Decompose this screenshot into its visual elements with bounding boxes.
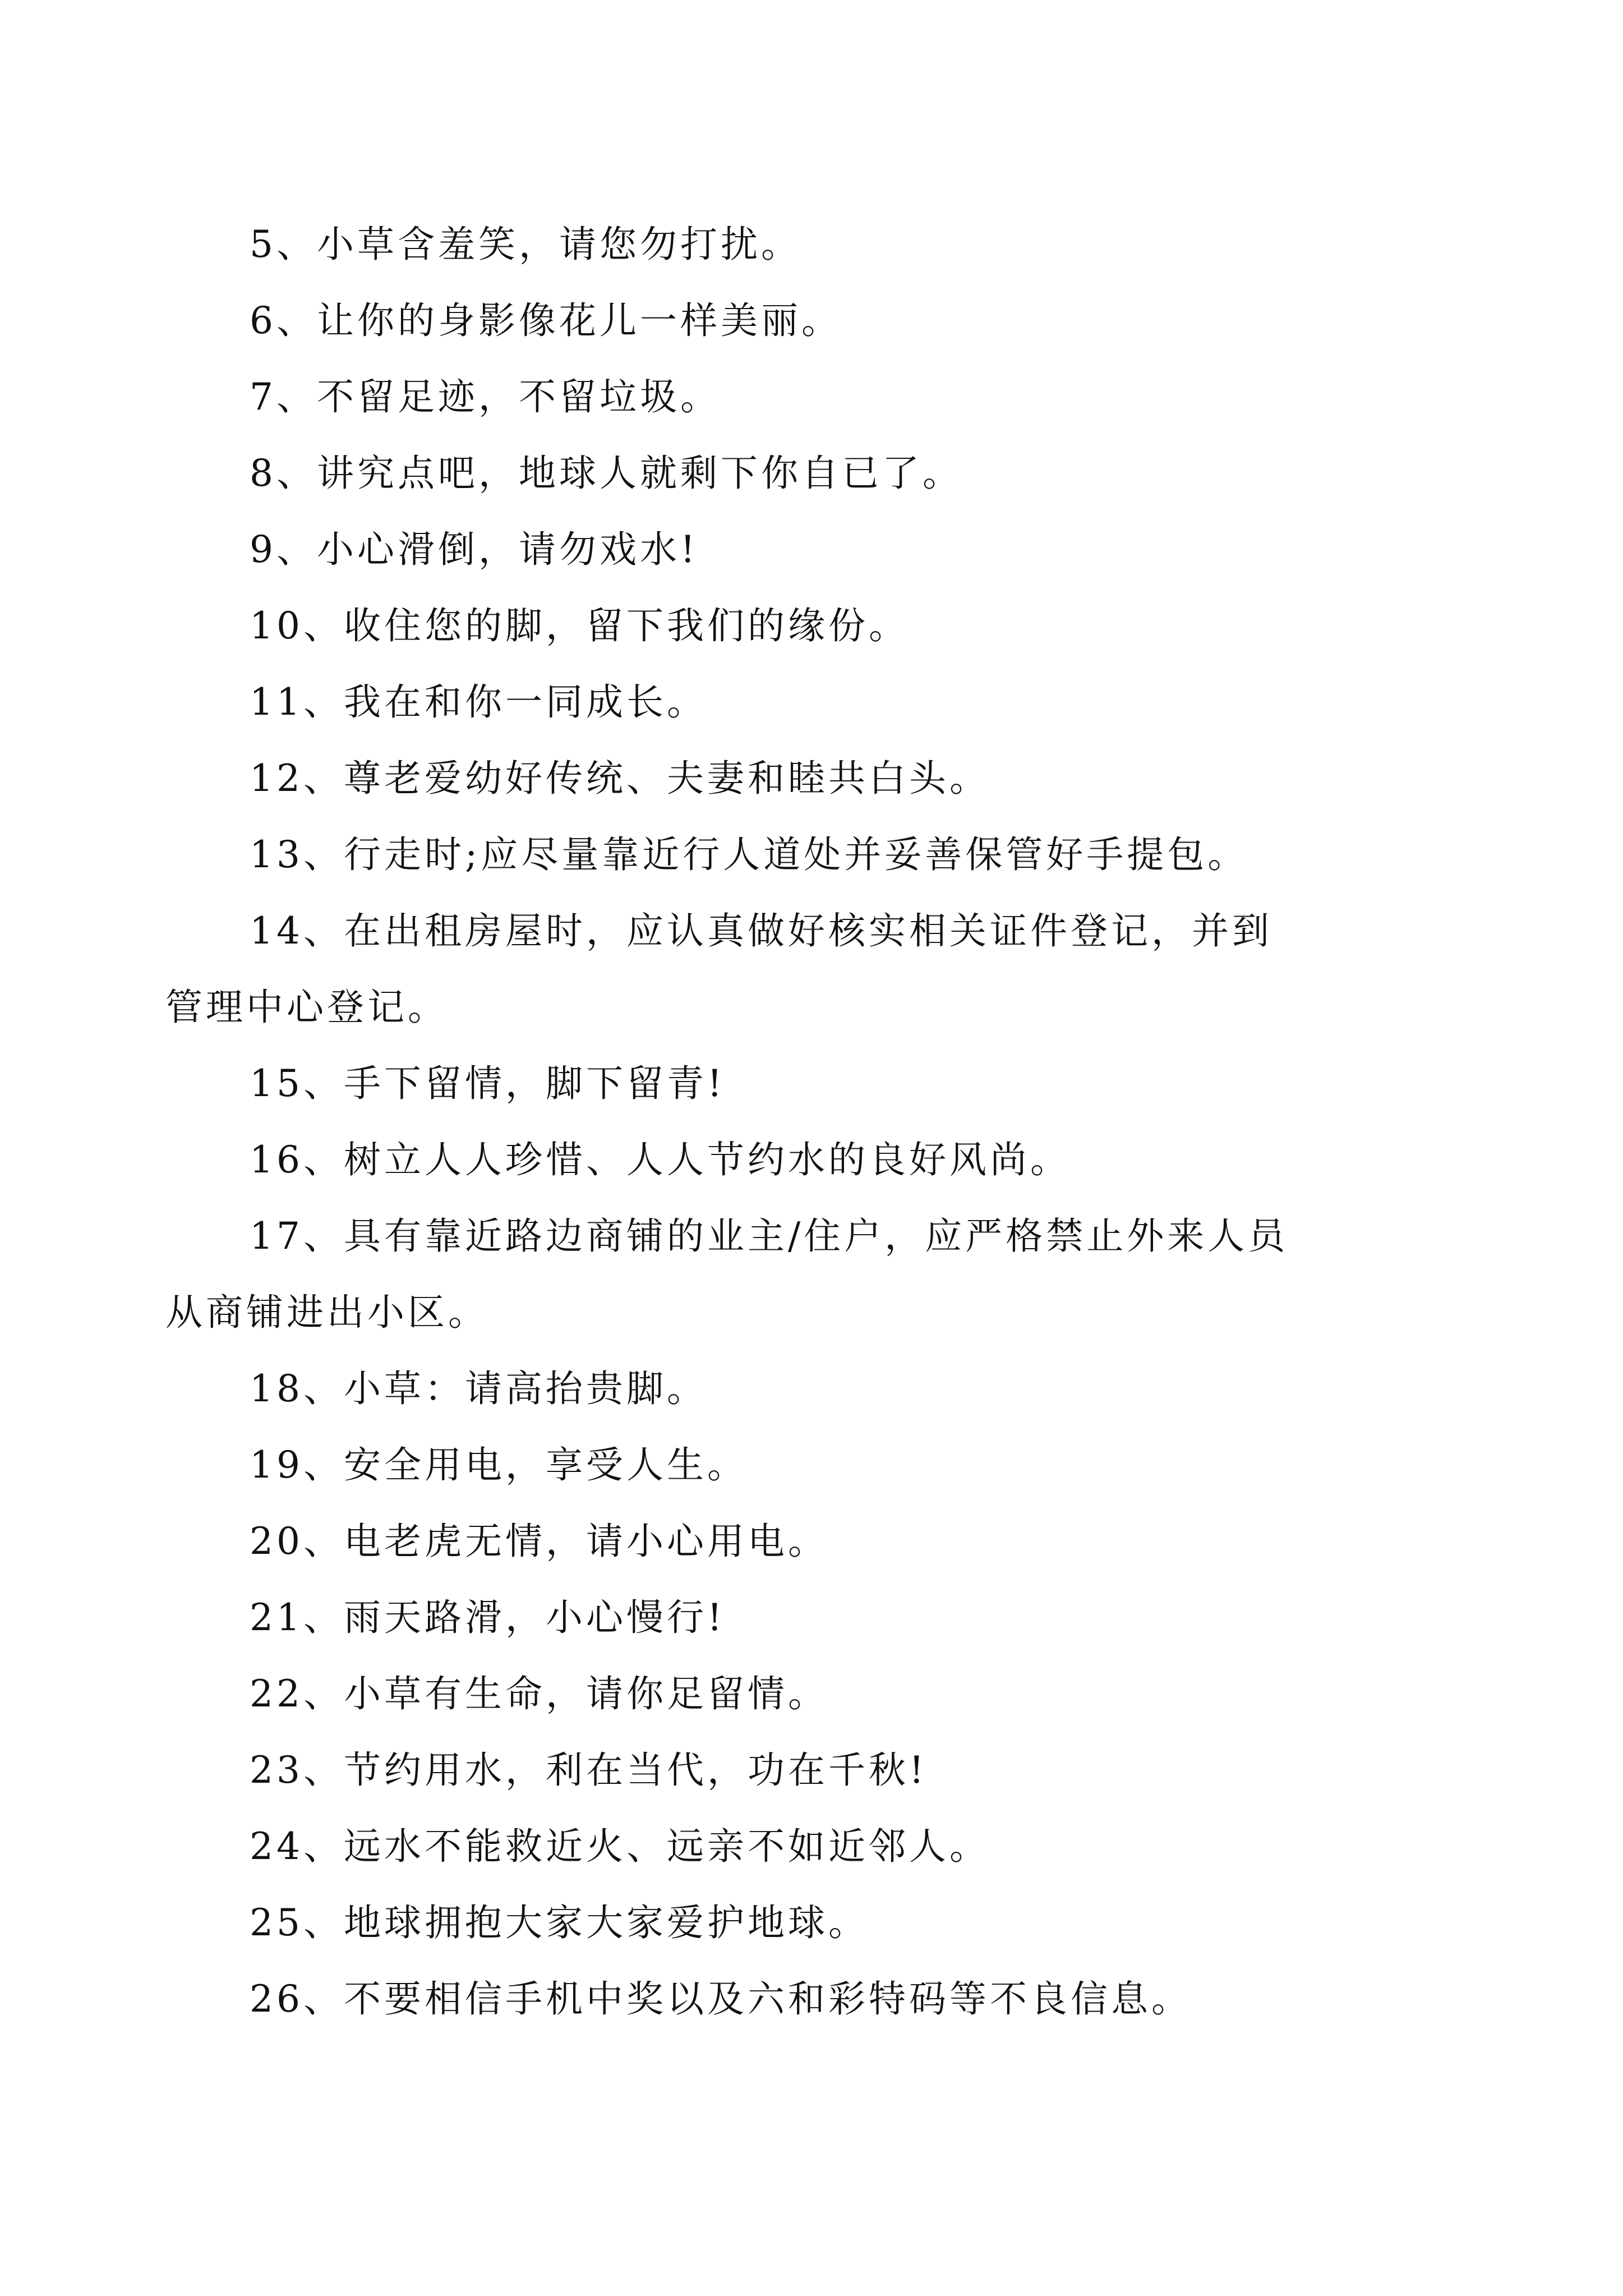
list-item-24: 24、远水不能救近火、远亲不如近邻人。	[250, 1825, 990, 1868]
list-item-12: 12、尊老爱幼好传统、夫妻和睦共白头。	[250, 757, 990, 800]
list-item-25: 25、地球拥抱大家大家爱护地球。	[250, 1901, 869, 1944]
list-item-6: 6、让你的身影像花儿一样美丽。	[250, 299, 842, 342]
list-item-11: 11、我在和你一同成长。	[250, 680, 707, 724]
list-item-20: 20、电老虎无情，请小心用电。	[250, 1520, 828, 1563]
list-item-8: 8、讲究点吧，地球人就剩下你自已了。	[250, 452, 963, 495]
list-item-16: 16、树立人人珍惜、人人节约水的良好风尚。	[250, 1138, 1071, 1181]
list-item-5: 5、小草含羞笑，请您勿打扰。	[250, 223, 801, 266]
list-item-9: 9、小心滑倒，请勿戏水!	[250, 528, 699, 571]
list-item-10: 10、收住您的脚，留下我们的缘份。	[250, 604, 909, 647]
list-item-19: 19、安全用电，享受人生。	[250, 1443, 748, 1487]
list-item-26: 26、不要相信手机中奖以及六和彩特码等不良信息。	[250, 1977, 1192, 2021]
list-item-7: 7、不留足迹，不留垃圾。	[250, 375, 721, 418]
list-item-22: 22、小草有生命，请你足留情。	[250, 1672, 828, 1715]
list-item-18: 18、小草：请高抬贵脚。	[250, 1367, 707, 1410]
list-item-17: 17、具有靠近路边商铺的业主/住户，应严格禁止外来人员从商铺进出小区。	[165, 1214, 1289, 1334]
list-item-23: 23、节约用水，利在当代，功在千秋!	[250, 1749, 928, 1792]
list-item-13: 13、行走时;应尽量靠近行人道处并妥善保管好手提包。	[250, 833, 1248, 876]
list-item-14: 14、在出租房屋时，应认真做好核实相关证件登记，并到管理中心登记。	[165, 909, 1272, 1029]
list-item-21: 21、雨天路滑，小心慢行!	[250, 1596, 726, 1639]
list-item-15: 15、手下留情，脚下留青!	[250, 1062, 726, 1105]
